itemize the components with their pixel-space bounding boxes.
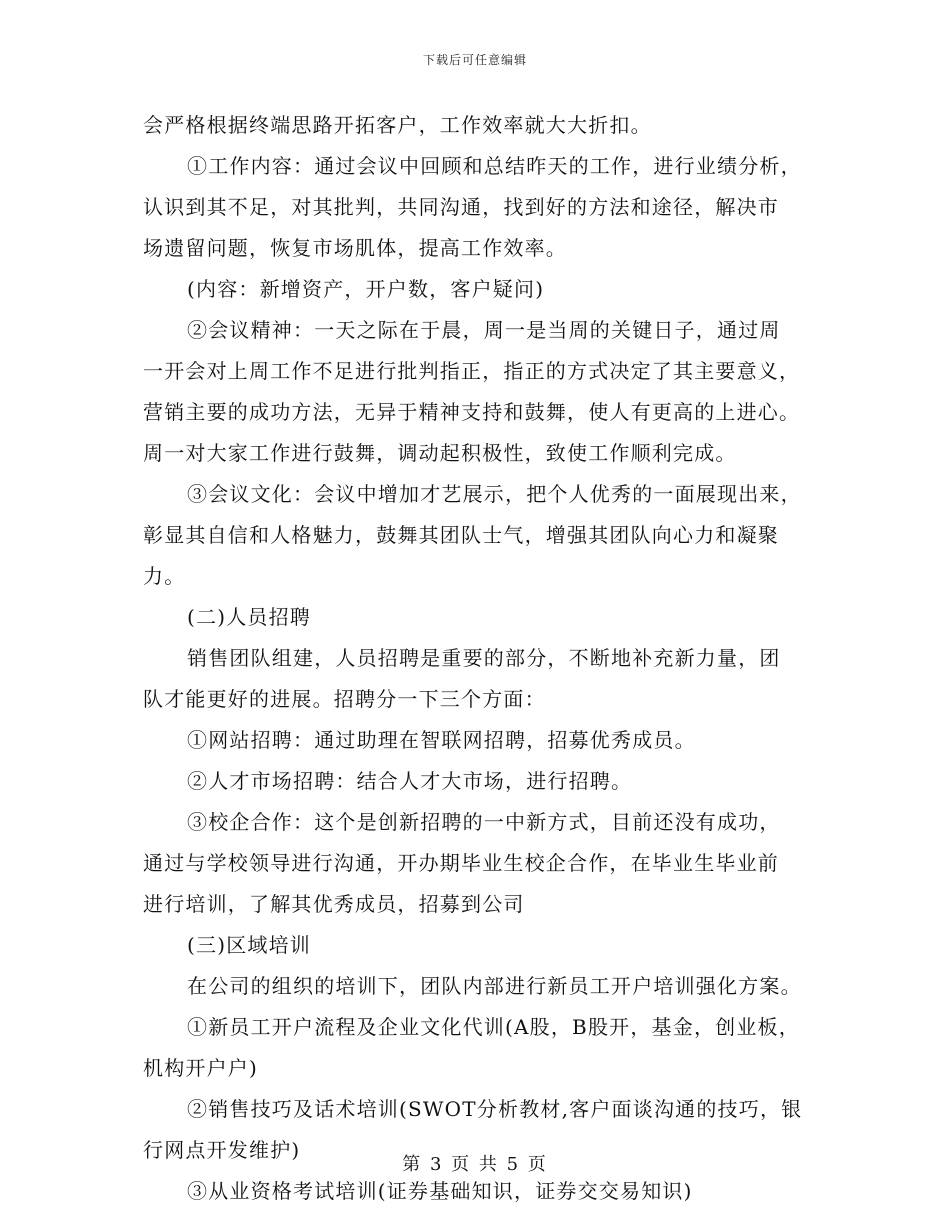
- text-line: 场遗留问题，恢复市场肌体，提高工作效率。: [143, 236, 567, 260]
- document-body: [143, 105, 813, 1212]
- text-line: 机构开户户): [143, 1056, 259, 1080]
- text-line: 认识到其不足，对其批判，共同沟通，找到好的方法和途径，解决市: [143, 195, 779, 219]
- text-line: 周一对大家工作进行鼓舞，调动起积极性，致使工作顺利完成。: [143, 441, 737, 465]
- text-line: 通过与学校领导进行沟通，开办期毕业生校企合作，在毕业生毕业前: [143, 851, 779, 875]
- text-line: 一开会对上周工作不足进行批判指正，指正的方式决定了其主要意义，: [143, 359, 801, 383]
- text-line: ①网站招聘：通过助理在智联网招聘，招募优秀成员。: [187, 728, 696, 752]
- text-line: 在公司的组织的培训下，团队内部进行新员工开户培训强化方案。: [187, 974, 802, 998]
- page-header: 下载后可任意编辑: [422, 53, 527, 67]
- text-line: ②销售技巧及话术培训(SWOT分析教材,客户面谈沟通的技巧，银: [187, 1097, 803, 1121]
- text-line: 销售团队组建，人员招聘是重要的部分，不断地补充新力量，团: [187, 646, 781, 670]
- text-line: ①新员工开户流程及企业文化代训(A股，B股开，基金，创业板，: [187, 1015, 800, 1039]
- text-line: ①工作内容：通过会议中回顾和总结昨天的工作，进行业绩分析，: [187, 154, 802, 178]
- text-line: 力。: [143, 564, 186, 588]
- text-line: 队才能更好的进展。招聘分一下三个方面：: [143, 687, 546, 711]
- text-line: 彰显其自信和人格魅力，鼓舞其团队士气，增强其团队向心力和凝聚: [143, 523, 779, 547]
- text-line: (二)人员招聘: [187, 605, 312, 629]
- text-line: ③会议文化：会议中增加才艺展示，把个人优秀的一面展现出来，: [187, 482, 802, 506]
- text-line: 营销主要的成功方法，无异于精神支持和鼓舞，使人有更高的上进心。: [143, 400, 801, 424]
- text-line: ③校企合作：这个是创新招聘的一中新方式，目前还没有成功，: [187, 810, 781, 834]
- text-line: 行网点开发维护): [143, 1138, 301, 1162]
- text-line: (内容：新增资产，开户数，客户疑问): [187, 277, 545, 301]
- page-number: 第 3 页 共 5 页: [402, 1154, 548, 1175]
- text-line: 会严格根据终端思路开拓客户，工作效率就大大折扣。: [143, 113, 652, 137]
- text-line: (三)区域培训: [187, 933, 312, 957]
- text-line: ②会议精神：一天之际在于晨，周一是当周的关键日子，通过周: [187, 318, 781, 342]
- text-line: 进行培训，了解其优秀成员，招募到公司: [143, 892, 525, 916]
- text-line: ②人才市场招聘：结合人才大市场，进行招聘。: [187, 769, 633, 793]
- text-line: ③从业资格考试培训(证券基础知识，证券交交易知识): [187, 1179, 693, 1203]
